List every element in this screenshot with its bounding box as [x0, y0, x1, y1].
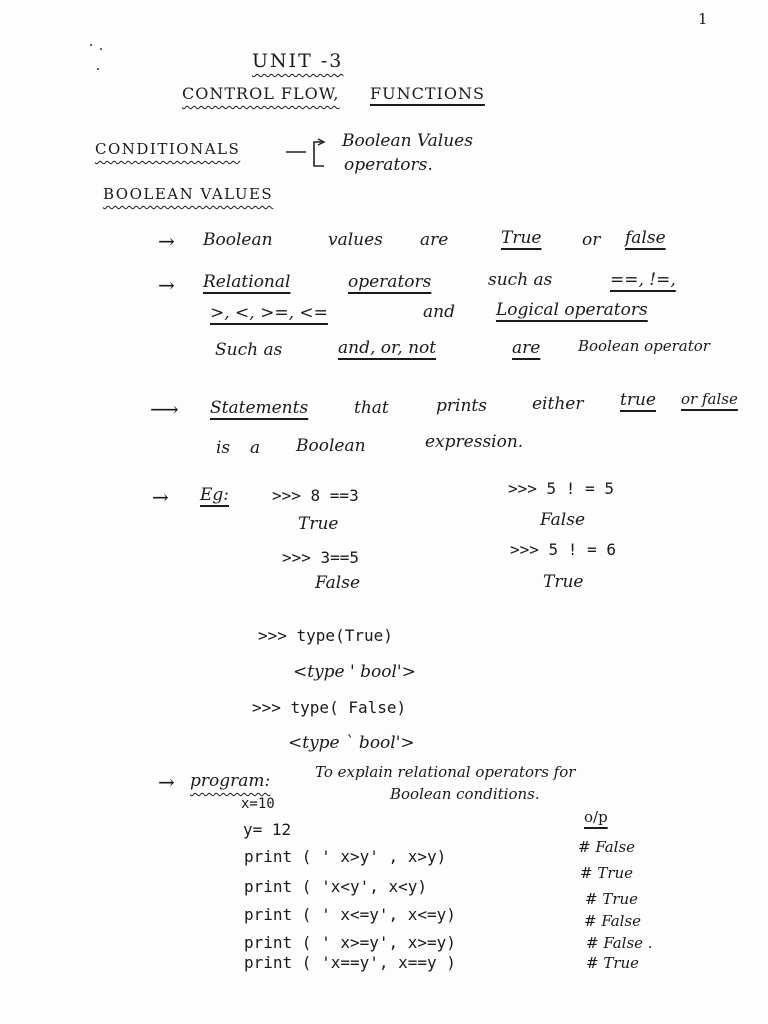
bracket-arrow-icon: [284, 136, 344, 176]
text: prints: [436, 396, 487, 416]
conditionals-heading: CONDITIONALS: [95, 140, 241, 158]
text: and: [423, 302, 455, 322]
type-result: <type ` bool'>: [288, 733, 415, 753]
text: or: [582, 230, 601, 250]
ink-dot: [97, 68, 99, 70]
code-line: x=10: [241, 796, 275, 812]
text: such as: [488, 270, 553, 290]
text-true: True: [501, 228, 542, 248]
text: Boolean operator: [578, 337, 710, 355]
example-expression: >>> 8 ==3: [272, 486, 359, 505]
arrow-icon: →: [152, 485, 169, 509]
code-line: print ( ' x<=y', x<=y): [244, 905, 456, 924]
example-label: Eg:: [200, 485, 230, 505]
text: values: [328, 230, 383, 250]
code-line: print ( 'x<y', x<y): [244, 877, 428, 896]
branch-boolean-values: Boolean Values: [342, 131, 473, 151]
example-result: True: [298, 514, 339, 534]
output-line: # False: [584, 912, 642, 930]
text: are: [420, 230, 449, 250]
text: either: [532, 394, 584, 414]
arrow-icon: →: [158, 229, 175, 253]
text: Boolean: [296, 436, 366, 456]
ink-dot: [100, 48, 102, 50]
text-comparison-symbols: >, <, >=, <=: [210, 303, 328, 323]
ink-dot: [90, 44, 92, 46]
unit-title: UNIT -3: [252, 50, 344, 72]
text-and-or-not: and, or, not: [338, 338, 437, 358]
text: is: [216, 438, 231, 458]
output-line: # False: [578, 838, 636, 856]
program-description: To explain relational operators for: [315, 763, 576, 781]
text-operators: operators: [348, 272, 432, 292]
text: Boolean: [203, 230, 273, 250]
text-are: are: [512, 338, 541, 358]
code-line: print ( ' x>=y', x>=y): [244, 933, 456, 952]
output-line: # True: [585, 890, 639, 908]
arrow-icon: →: [158, 770, 175, 794]
output-line: # False .: [586, 934, 653, 952]
program-label: program:: [190, 771, 271, 791]
page-number: 1: [698, 10, 708, 28]
boolean-values-heading: BOOLEAN VALUES: [103, 185, 274, 203]
branch-operators: operators.: [344, 155, 433, 175]
text-statements: Statements: [210, 398, 309, 418]
example-expression: >>> 5 ! = 6: [510, 540, 616, 559]
example-result: False: [315, 573, 360, 593]
example-result: True: [543, 572, 584, 592]
program-description: Boolean conditions.: [390, 785, 540, 803]
code-line: y= 12: [243, 820, 292, 839]
text: expression.: [425, 432, 524, 452]
output-line: # True: [580, 864, 634, 882]
code-line: print ( ' x>y' , x>y): [244, 847, 447, 866]
text-or-false: or false: [681, 390, 738, 408]
text-true: true: [620, 390, 656, 410]
subtitle-control-flow: CONTROL FLOW,: [182, 84, 340, 103]
type-expression: >>> type(True): [258, 626, 393, 645]
output-line: # True: [586, 954, 640, 972]
example-expression: >>> 3==5: [282, 548, 360, 567]
subtitle-functions: FUNCTIONS: [370, 84, 485, 103]
type-expression: >>> type( False): [252, 698, 407, 717]
example-expression: >>> 5 ! = 5: [508, 479, 614, 498]
text: Such as: [215, 340, 283, 360]
arrow-icon: →: [158, 273, 175, 297]
type-result: <type ' bool'>: [293, 662, 416, 682]
text-relational-symbols: ==, !=,: [610, 270, 676, 290]
text-relational: Relational: [203, 272, 291, 292]
text: a: [250, 438, 261, 458]
text-logical-operators: Logical operators: [496, 300, 648, 320]
example-result: False: [540, 510, 585, 530]
arrow-icon: ⟶: [150, 397, 179, 421]
code-line: print ( 'x==y', x==y ): [244, 953, 456, 972]
text: that: [354, 398, 389, 418]
text-false: false: [625, 228, 666, 248]
output-label: o/p: [584, 808, 608, 826]
